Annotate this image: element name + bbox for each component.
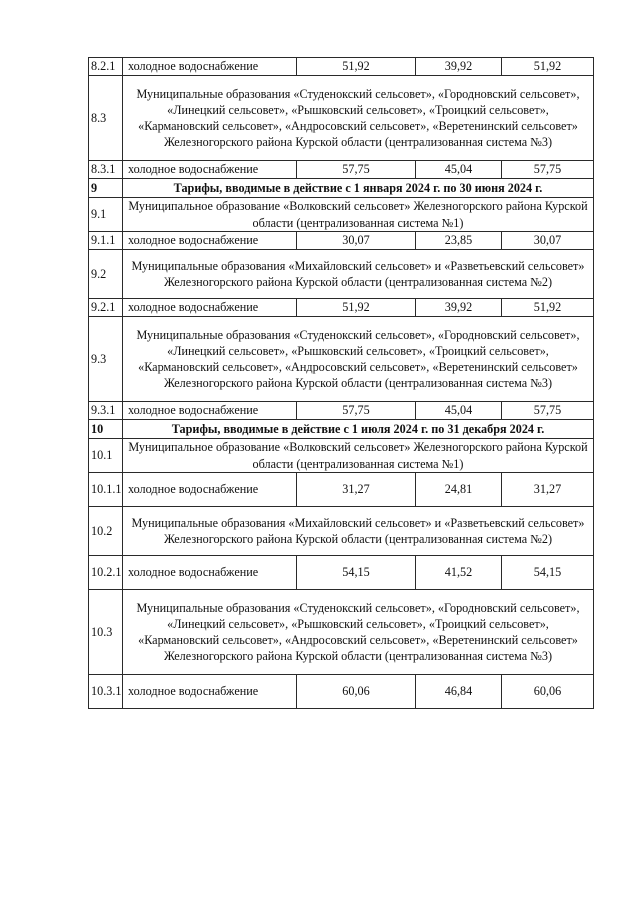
section-number: 9: [89, 179, 123, 198]
row-number: 10.1.1: [89, 473, 123, 507]
service-name: холодное водоснабжение: [123, 402, 297, 420]
tariff-value-3: 51,92: [502, 299, 594, 317]
tariff-row: [89, 556, 594, 590]
row-number: 10.2.1: [89, 556, 123, 590]
service-name: холодное водоснабжение: [123, 299, 297, 317]
municipality-description: Муниципальные образования «Студенокский сельсовет», «Городновский сельсовет», «Линецкий сельсовет», «Рышковский сельсовет», «Троицкий сельсовет», «Кармановский сельсовет», «Андросовский сельсовет», «Веретенинский сельсовет» Железногорского района Курской области (централизованная система №3): [123, 76, 594, 161]
municipality-description: Муниципальное образование «Волковский сельсовет» Железногорского района Курской области (централизованная система №1): [123, 198, 594, 232]
row-number: 10.3.1: [89, 675, 123, 709]
section-header-row: [89, 420, 594, 439]
section-header-row: [89, 179, 594, 198]
municipality-row: [89, 76, 594, 161]
section-title: Тарифы, вводимые в действие с 1 января 2024 г. по 30 июня 2024 г.: [123, 179, 594, 198]
tariff-row: [89, 675, 594, 709]
tariff-value-2: 24,81: [416, 473, 502, 507]
service-name: холодное водоснабжение: [123, 473, 297, 507]
tariff-value-1: 57,75: [297, 161, 416, 179]
municipality-description: Муниципальное образование «Волковский сельсовет» Железногорского района Курской области (централизованная система №1): [123, 439, 594, 473]
service-name: холодное водоснабжение: [123, 161, 297, 179]
row-number: 8.3.1: [89, 161, 123, 179]
section-title: Тарифы, вводимые в действие с 1 июля 2024 г. по 31 декабря 2024 г.: [123, 420, 594, 439]
tariff-value-2: 46,84: [416, 675, 502, 709]
row-number: 8.3: [89, 76, 123, 161]
municipality-description: Муниципальные образования «Михайловский сельсовет» и «Разветьевский сельсовет» Железногорского района Курской области (централизованная система №2): [123, 250, 594, 299]
tariff-row: [89, 58, 594, 76]
tariff-value-2: 39,92: [416, 299, 502, 317]
service-name: холодное водоснабжение: [123, 58, 297, 76]
row-number: 9.2: [89, 250, 123, 299]
tariff-value-2: 39,92: [416, 58, 502, 76]
section-number: 10: [89, 420, 123, 439]
row-number: 9.3: [89, 317, 123, 402]
tariff-value-2: 45,04: [416, 161, 502, 179]
municipality-description: Муниципальные образования «Студенокский сельсовет», «Городновский сельсовет», «Линецкий сельсовет», «Рышковский сельсовет», «Троицкий сельсовет», «Кармановский сельсовет», «Андросовский сельсовет», «Веретенинский сельсовет» Железногорского района Курской области (централизованная система №3): [123, 317, 594, 402]
service-name: холодное водоснабжение: [123, 675, 297, 709]
municipality-row: [89, 198, 594, 232]
tariff-value-2: 41,52: [416, 556, 502, 590]
row-number: 10.3: [89, 590, 123, 675]
tariff-row: [89, 473, 594, 507]
row-number: 8.2.1: [89, 58, 123, 76]
municipality-row: [89, 507, 594, 556]
tariff-value-1: 57,75: [297, 402, 416, 420]
tariff-value-3: 31,27: [502, 473, 594, 507]
tariff-value-1: 51,92: [297, 299, 416, 317]
municipality-row: [89, 317, 594, 402]
tariff-table: [88, 57, 594, 709]
tariff-value-3: 54,15: [502, 556, 594, 590]
municipality-description: Муниципальные образования «Студенокский сельсовет», «Городновский сельсовет», «Линецкий сельсовет», «Рышковский сельсовет», «Троицкий сельсовет», «Кармановский сельсовет», «Андросовский сельсовет», «Веретенинский сельсовет» Железногорского района Курской области (централизованная система №3): [123, 590, 594, 675]
tariff-row: [89, 299, 594, 317]
row-number: 9.2.1: [89, 299, 123, 317]
service-name: холодное водоснабжение: [123, 232, 297, 250]
tariff-value-3: 51,92: [502, 58, 594, 76]
row-number: 9.3.1: [89, 402, 123, 420]
tariff-table-body: [89, 58, 594, 709]
tariff-value-3: 60,06: [502, 675, 594, 709]
tariff-value-2: 23,85: [416, 232, 502, 250]
tariff-row: [89, 232, 594, 250]
service-name: холодное водоснабжение: [123, 556, 297, 590]
tariff-value-1: 51,92: [297, 58, 416, 76]
tariff-value-1: 54,15: [297, 556, 416, 590]
row-number: 10.2: [89, 507, 123, 556]
row-number: 9.1: [89, 198, 123, 232]
municipality-row: [89, 439, 594, 473]
tariff-value-2: 45,04: [416, 402, 502, 420]
tariff-value-3: 57,75: [502, 402, 594, 420]
municipality-row: [89, 590, 594, 675]
tariff-row: [89, 402, 594, 420]
municipality-description: Муниципальные образования «Михайловский сельсовет» и «Разветьевский сельсовет» Железногорского района Курской области (централизованная система №2): [123, 507, 594, 556]
tariff-value-1: 30,07: [297, 232, 416, 250]
row-number: 10.1: [89, 439, 123, 473]
tariff-value-3: 30,07: [502, 232, 594, 250]
tariff-row: [89, 161, 594, 179]
row-number: 9.1.1: [89, 232, 123, 250]
tariff-value-1: 31,27: [297, 473, 416, 507]
tariff-value-3: 57,75: [502, 161, 594, 179]
municipality-row: [89, 250, 594, 299]
tariff-value-1: 60,06: [297, 675, 416, 709]
